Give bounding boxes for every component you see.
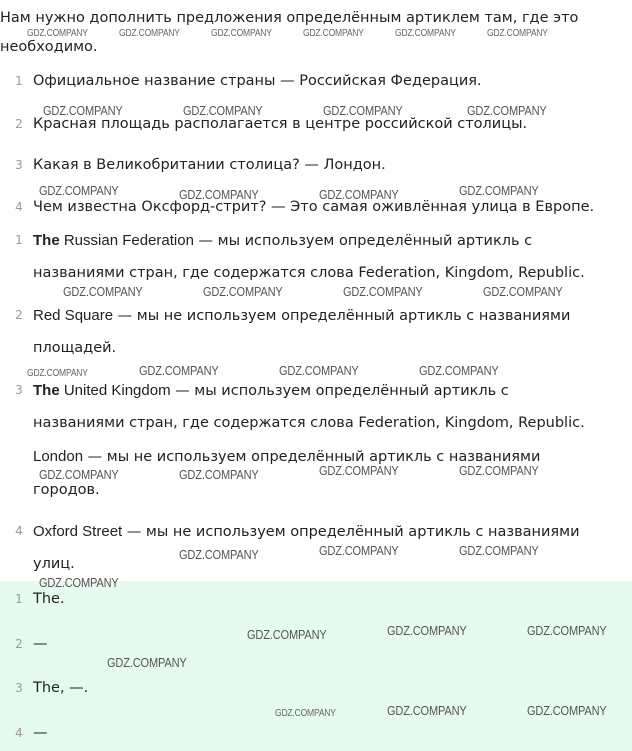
explanation-rest: — мы не используем определённый артикль с названиями	[122, 524, 580, 540]
watermark: GDZ.COMPANY	[119, 28, 180, 39]
watermark: GDZ.COMPANY	[387, 703, 467, 718]
watermark: GDZ.COMPANY	[179, 187, 259, 202]
watermark: GDZ.COMPANY	[279, 363, 359, 378]
watermark: GDZ.COMPANY	[211, 28, 272, 39]
answer-number: 1	[15, 592, 23, 606]
english-term: United Kingdom	[59, 382, 171, 399]
explanation-line: площадей.	[33, 340, 117, 356]
explanation-line: названиями стран, где содержатся слова Federation, Kingdom, Republic.	[33, 265, 585, 281]
explanation-rest: — мы используем определённый артикль с	[193, 233, 533, 249]
english-term: Oxford Street	[33, 523, 123, 540]
watermark: GDZ.COMPANY	[467, 103, 547, 118]
watermark: GDZ.COMPANY	[487, 28, 548, 39]
watermark: GDZ.COMPANY	[419, 363, 499, 378]
sentence-number: 4	[15, 200, 23, 214]
watermark: GDZ.COMPANY	[303, 28, 364, 39]
watermark: GDZ.COMPANY	[27, 368, 88, 379]
sentence-text: Официальное название страны — Российская Федерация.	[33, 73, 482, 89]
watermark: GDZ.COMPANY	[39, 575, 119, 590]
answer-number: 3	[15, 681, 23, 695]
watermark: GDZ.COMPANY	[139, 363, 219, 378]
article-the: The	[33, 382, 60, 399]
article-the: The	[33, 232, 60, 249]
watermark: GDZ.COMPANY	[43, 103, 123, 118]
watermark: GDZ.COMPANY	[459, 183, 539, 198]
sentence-text: Какая в Великобритании столица? — Лондон.	[33, 157, 386, 173]
watermark: GDZ.COMPANY	[483, 284, 563, 299]
watermark: GDZ.COMPANY	[27, 28, 88, 39]
answer-text: The, —.	[33, 680, 89, 696]
sentence-number: 3	[15, 158, 23, 172]
answers-panel	[0, 581, 632, 751]
english-term: Red Square	[33, 307, 114, 324]
watermark: GDZ.COMPANY	[343, 284, 423, 299]
answer-number: 4	[15, 726, 23, 740]
answer-number: 2	[15, 637, 23, 651]
watermark: GDZ.COMPANY	[459, 543, 539, 558]
explanation-rest: — мы не используем определённый артикль с названиями	[113, 308, 571, 324]
watermark: GDZ.COMPANY	[323, 103, 403, 118]
watermark: GDZ.COMPANY	[203, 284, 283, 299]
explanation-line	[33, 224, 623, 258]
watermark: GDZ.COMPANY	[107, 655, 187, 670]
explanation-line: улиц.	[33, 556, 75, 572]
sentence-text: Чем известна Оксфорд-стрит? — Это самая оживлённая улица в Европе.	[33, 199, 595, 215]
explanation-line: названиями стран, где содержатся слова Federation, Kingdom, Republic.	[33, 415, 585, 431]
watermark: GDZ.COMPANY	[319, 463, 399, 478]
watermark: GDZ.COMPANY	[527, 623, 607, 638]
english-term: Russian Federation	[59, 232, 194, 249]
watermark: GDZ.COMPANY	[387, 623, 467, 638]
sentence-text: Красная площадь располагается в центре российской столицы.	[33, 116, 528, 132]
watermark: GDZ.COMPANY	[179, 467, 259, 482]
explanation-line	[33, 374, 623, 408]
watermark: GDZ.COMPANY	[319, 543, 399, 558]
explanation-number: 1	[15, 233, 23, 247]
watermark: GDZ.COMPANY	[319, 187, 399, 202]
watermark: GDZ.COMPANY	[183, 103, 263, 118]
watermark: GDZ.COMPANY	[459, 463, 539, 478]
english-term: London	[33, 448, 84, 465]
watermark: GDZ.COMPANY	[63, 284, 143, 299]
explanation-rest: — мы используем определённый артикль с	[170, 383, 509, 399]
watermark: GDZ.COMPANY	[39, 467, 119, 482]
explanation-rest: — мы не используем определённый артикль с названиями	[83, 449, 541, 465]
explanation-line: городов.	[33, 482, 100, 498]
answer-text: The.	[33, 591, 65, 607]
watermark: GDZ.COMPANY	[179, 547, 259, 562]
sentence-number: 1	[15, 74, 23, 88]
explanation-number: 2	[15, 308, 23, 322]
sentence-number: 2	[15, 117, 23, 131]
watermark: GDZ.COMPANY	[275, 708, 336, 719]
instruction-text: Нам нужно дополнить предложения определённым артиклем там, где это необходимо.	[0, 10, 579, 55]
answer-text: —	[33, 725, 48, 741]
watermark: GDZ.COMPANY	[395, 28, 456, 39]
answer-text: —	[33, 636, 48, 652]
watermark: GDZ.COMPANY	[247, 627, 327, 642]
explanation-line	[33, 299, 623, 333]
explanation-number: 4	[15, 524, 23, 538]
explanation-number: 3	[15, 383, 23, 397]
watermark: GDZ.COMPANY	[39, 183, 119, 198]
watermark: GDZ.COMPANY	[527, 703, 607, 718]
